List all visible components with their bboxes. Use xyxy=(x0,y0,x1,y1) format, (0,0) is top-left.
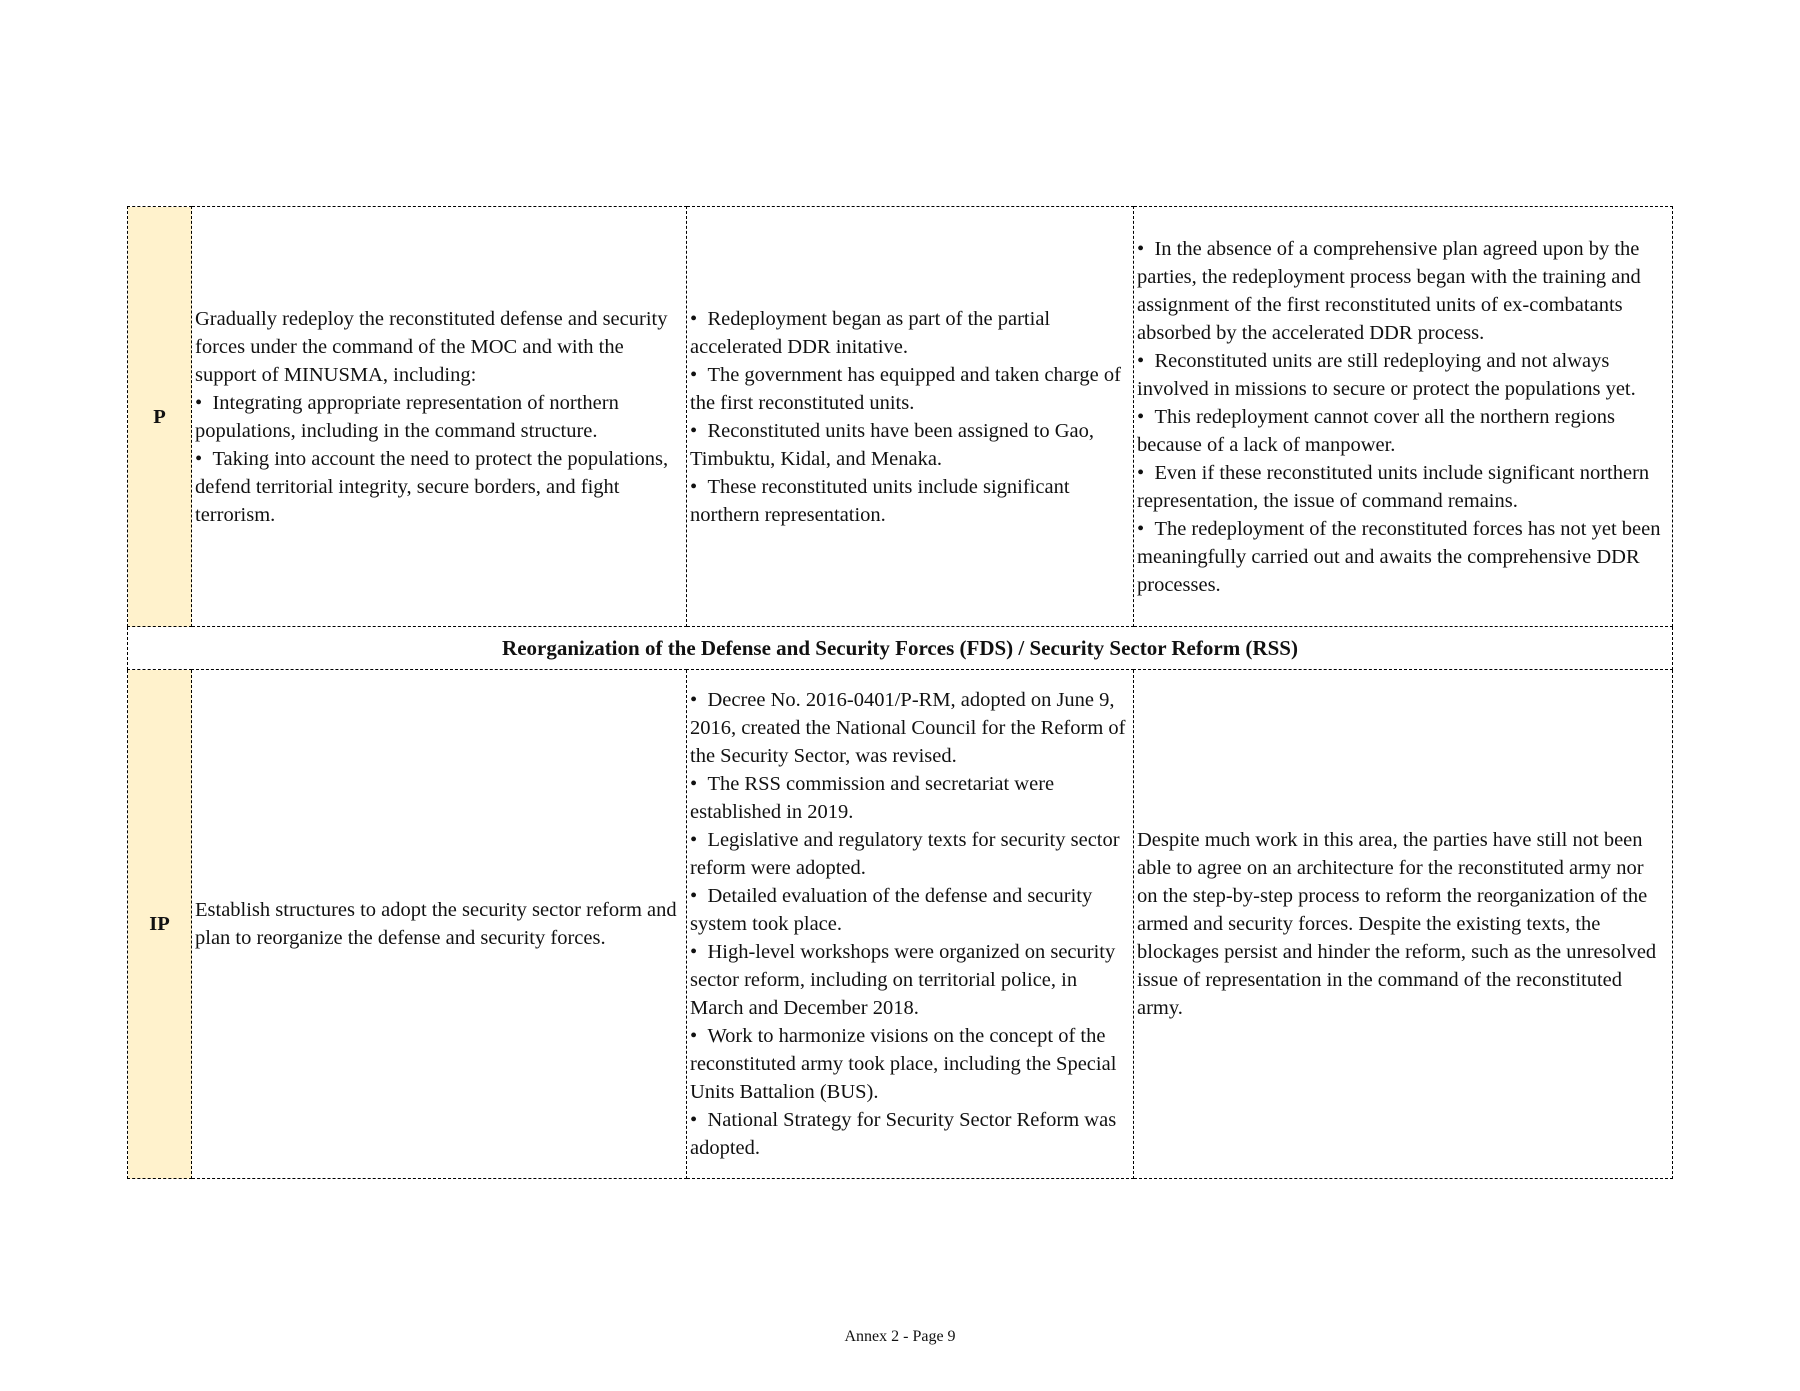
list-item: • National Strategy for Security Sector Reform was adopted. xyxy=(690,1106,1130,1162)
list-item: • These reconstituted units include significant northern representation. xyxy=(690,473,1130,529)
list-item: • Legislative and regulatory texts for security sector reform were adopted. xyxy=(690,826,1130,882)
commitment-intro: Gradually redeploy the reconstituted defense and security forces under the command of the MOC and with the support of MINUSMA, including: xyxy=(195,307,668,386)
commitment-text: Establish structures to adopt the security sector reform and plan to reorganize the defense and security forces. xyxy=(195,899,677,949)
list-item: • Decree No. 2016-0401/P-RM, adopted on June 9, 2016, created the National Council for the Reform of the Security Sector, was revised. xyxy=(690,686,1130,770)
list-item: • High-level workshops were organized on security sector reform, including on territorial police, in March and December 2018. xyxy=(690,938,1130,1022)
list-item: • Reconstituted units are still redeploying and not always involved in missions to secure or protect the populations yet. xyxy=(1137,347,1669,403)
list-item: • Integrating appropriate representation of northern populations, including in the command structure. xyxy=(195,389,683,445)
status-label: P xyxy=(128,207,192,627)
list-item: • Work to harmonize visions on the concept of the reconstituted army took place, including the Special Units Battalion (BUS). xyxy=(690,1022,1130,1106)
page-footer: Annex 2 - Page 9 xyxy=(844,1328,956,1345)
status-label: IP xyxy=(128,670,192,1179)
section-title: Reorganization of the Defense and Security Forces (FDS) / Security Sector Reform (RSS) xyxy=(128,627,1673,670)
list-item: • The RSS commission and secretariat were established in 2019. xyxy=(690,770,1130,826)
list-item: • In the absence of a comprehensive plan agreed upon by the parties, the redeployment process began with the training and assignment of the first reconstituted units of ex-combatants absorbed by the accelerated DDR process. xyxy=(1137,235,1669,347)
assessment-cell xyxy=(1134,207,1673,627)
commitment-cell xyxy=(192,207,687,627)
section-header-row xyxy=(128,627,1673,670)
table-row xyxy=(128,670,1673,1179)
list-item: • Detailed evaluation of the defense and security system took place. xyxy=(690,882,1130,938)
list-item: • The redeployment of the reconstituted forces has not yet been meaningfully carried out and awaits the comprehensive DDR processes. xyxy=(1137,515,1669,599)
list-item: • The government has equipped and taken charge of the first reconstituted units. xyxy=(690,361,1130,417)
progress-cell xyxy=(687,207,1134,627)
progress-cell xyxy=(687,670,1134,1179)
assessment-text: Despite much work in this area, the parties have still not been able to agree on an architecture for the reconstituted army nor on the step-by-step process to reform the reorganization of the armed and security forces. Despite the existing texts, the blockages persist and hinder the reform, such as the unresolved issue of representation in the command of the reconstituted army. xyxy=(1137,829,1657,1019)
list-item: • This redeployment cannot cover all the northern regions because of a lack of manpower. xyxy=(1137,403,1669,459)
commitment-cell xyxy=(192,670,687,1179)
list-item: • Even if these reconstituted units include significant northern representation, the issue of command remains. xyxy=(1137,459,1669,515)
list-item: • Taking into account the need to protect the populations, defend territorial integrity, secure borders, and fight terrorism. xyxy=(195,445,683,529)
list-item: • Reconstituted units have been assigned to Gao, Timbuktu, Kidal, and Menaka. xyxy=(690,417,1130,473)
commitments-table xyxy=(127,206,1673,1179)
table-row xyxy=(128,207,1673,627)
list-item: • Redeployment began as part of the partial accelerated DDR initative. xyxy=(690,305,1130,361)
assessment-cell xyxy=(1134,670,1673,1179)
